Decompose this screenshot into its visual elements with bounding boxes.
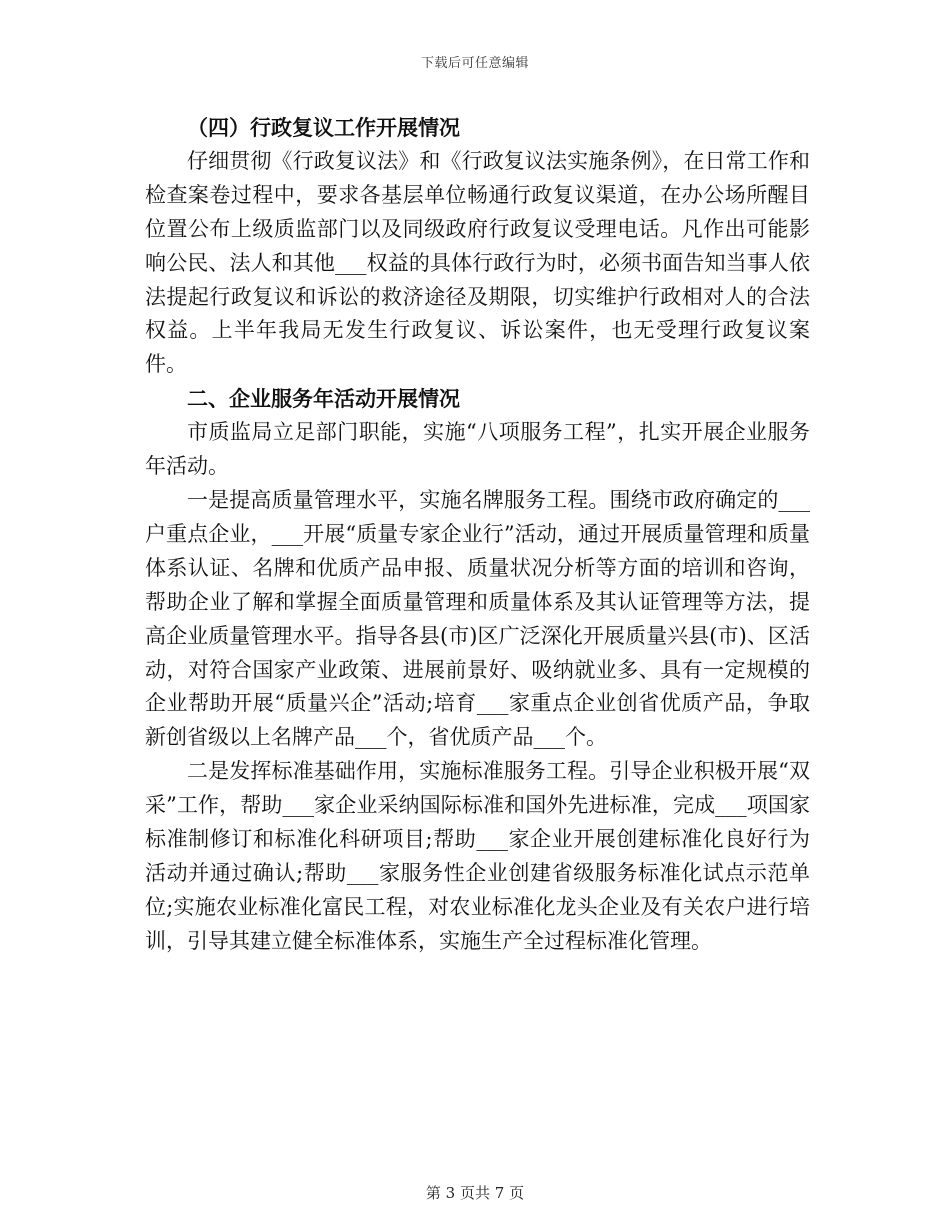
paragraph-service-intro: 市质监局立足部门职能，实施“八项服务工程”，扎实开展企业服务年活动。 (145, 420, 810, 479)
section-heading-administrative-review: （四）行政复议工作开展情况 (187, 115, 460, 140)
section-heading-enterprise-service-year: 二、企业服务年活动开展情况 (187, 386, 460, 412)
document-body (145, 111, 810, 959)
paragraph-standard-service: 二是发挥标准基础作用，实施标准服务工程。引导企业积极开展“双采”工作，帮助___家企业采纳国际标准和国外先进标准，完成___项国家标准制修订和标准化科研项目;帮助___家企业开展创建标准化良好行为活动并通过确认;帮助___家服务性企业创建省级服务标准化试点示范单位;实施农业标准化富民工程，对农业标准化龙头企业及有关农户进行培训，引导其建立健全标准体系，实施生产全过程标准化管理。 (145, 759, 810, 953)
page-header: 下载后可任意编辑 (420, 56, 529, 71)
page-footer: 第 3 页共 7 页 (425, 1184, 525, 1202)
paragraph-administrative-review: 仔细贯彻《行政复议法》和《行政复议法实施条例》，在日常工作和检查案卷过程中，要求各基层单位畅通行政复议渠道，在办公场所醒目位置公布上级质监部门以及同级政府行政复议受理电话。凡作出可能影响公民、法人和其他___权益的具体行政行为时，必须书面告知当事人依法提起行政复议和诉讼的救济途径及期限，切实维护行政相对人的合法权益。上半年我局无发生行政复议、诉讼案件，也无受理行政复议案件。 (145, 148, 810, 377)
paragraph-brand-service: 一是提高质量管理水平，实施名牌服务工程。围绕市政府确定的___户重点企业，___开展“质量专家企业行”活动，通过开展质量管理和质量体系认证、名牌和优质产品申报、质量状况分析等方面的培训和咨询，帮助企业了解和掌握全面质量管理和质量体系及其认证管理等方法，提高企业质量管理水平。指导各县(市)区广泛深化开展质量兴县(市)、区活动，对符合国家产业政策、进展前景好、吸纳就业多、具有一定规模的企业帮助开展“质量兴企”活动;培育___家重点企业创省优质产品，争取新创省级以上名牌产品___个，省优质产品___个。 (145, 487, 810, 750)
